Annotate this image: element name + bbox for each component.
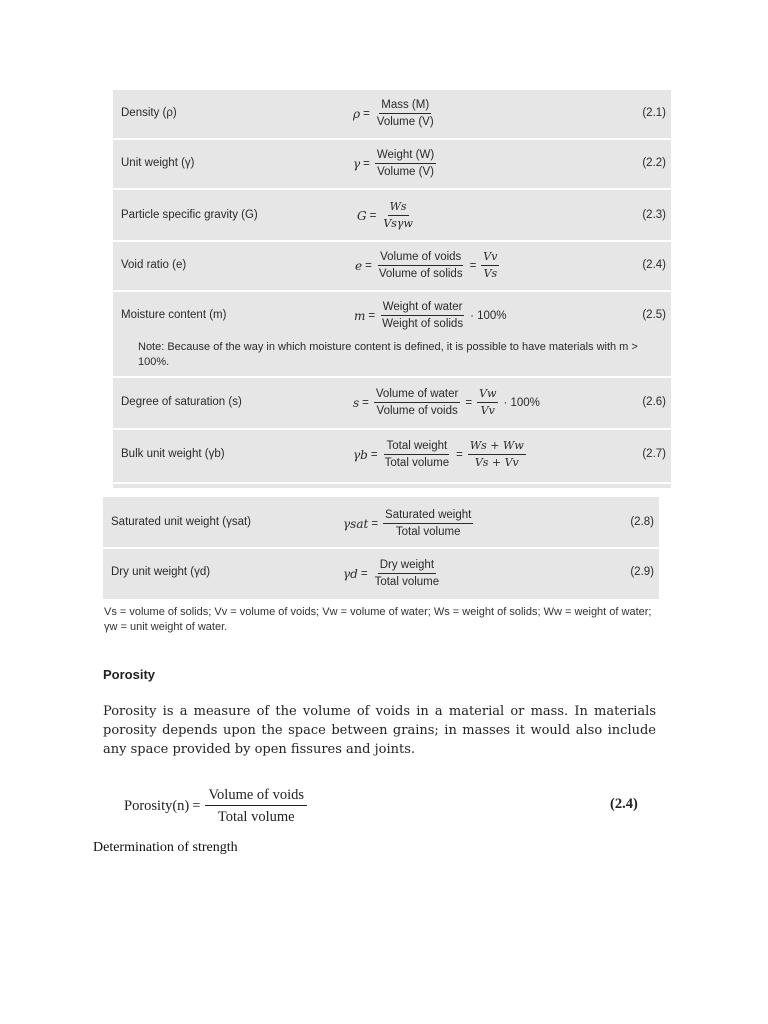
property-label: Dry unit weight (γd) bbox=[111, 566, 211, 578]
table-row bbox=[113, 90, 671, 138]
equation-number: (2.7) bbox=[642, 448, 666, 460]
formula: s = $\frac{\text{Volume of water}}{\text{Volume of voids}}$ = $\frac{Vw}{Vv}$ · 100% bbox=[353, 387, 540, 417]
formula: G = $\frac{Ws}{\text{Vsγw}}$ bbox=[357, 200, 413, 230]
paragraph: Porosity is a measure of the volume of voids in a material or mass. In materials porosity depends upon the space between grains; in masses it would also include any space provided by open fissures and joints. bbox=[103, 704, 656, 757]
equation-number: (2.4) bbox=[610, 796, 638, 812]
porosity-formula: Porosity(n) = $\frac{\text{Volume of voids}}{\text{Total volume}}$ bbox=[124, 786, 309, 826]
fraction: $\frac{\text{Saturated weight}}{\text{Total volume}}$ bbox=[385, 509, 472, 538]
fraction: $\frac{\text{Weight of water}}{\text{Weight of solids}}$ bbox=[382, 301, 464, 330]
section-heading: Porosity bbox=[103, 667, 156, 682]
property-label: Particle specific gravity (G) bbox=[121, 209, 258, 221]
fraction: $\frac{\text{Total weight}}{\text{Total volume}}$ bbox=[384, 440, 450, 469]
fraction: $\frac{Vw}{Vv}$ bbox=[479, 387, 497, 417]
table-row bbox=[113, 430, 671, 480]
trailing-text: Determination of strength bbox=[93, 840, 238, 855]
properties-table bbox=[113, 90, 671, 488]
fraction: $\frac{Ws}{\text{Vsγw}}$ bbox=[383, 200, 413, 230]
equation-number: (2.1) bbox=[642, 107, 666, 119]
property-label: Degree of saturation (s) bbox=[121, 396, 242, 408]
fraction: $\frac{\text{Volume of water}}{\text{Volume of voids}}$ bbox=[375, 388, 459, 417]
property-label: Saturated unit weight (γsat) bbox=[111, 516, 251, 528]
table-row bbox=[103, 497, 659, 547]
table-row bbox=[113, 292, 671, 376]
fraction: $\frac{\text{Volume of voids}}{\text{Total volume}}$ bbox=[205, 786, 307, 826]
table-row bbox=[103, 549, 659, 599]
formula: ρ = $\frac{\text{Mass (M)}}{\text{Volume (V)}}$ bbox=[353, 99, 434, 128]
equation-number: (2.5) bbox=[642, 309, 666, 321]
fraction: $\frac{Ws + Ww}{Vs + Vv}$ bbox=[469, 439, 524, 469]
equation-number: (2.2) bbox=[642, 157, 666, 169]
formula: γd = $\frac{\text{Dry weight}}{\text{Total volume}}$ bbox=[343, 559, 440, 588]
formula: γ = $\frac{\text{Weight (W)}}{\text{Volume (V)}}$ bbox=[353, 149, 435, 178]
table-row bbox=[113, 242, 671, 290]
property-label: Unit weight (γ) bbox=[121, 157, 195, 169]
equation-number: (2.4) bbox=[642, 259, 666, 271]
fraction: $\frac{Vv}{Vs}$ bbox=[483, 250, 498, 280]
property-label: Moisture content (m) bbox=[121, 309, 227, 321]
fraction: $\frac{\text{Mass (M)}}{\text{Volume (V)}}$ bbox=[376, 99, 434, 128]
table-row bbox=[113, 140, 671, 188]
table-note: Note: Because of the way in which moisture content is defined, it is possible to have materials with m > 100%. bbox=[138, 341, 638, 368]
equation-number: (2.6) bbox=[642, 396, 666, 408]
equation-number: (2.3) bbox=[642, 209, 666, 221]
fraction: $\frac{\text{Dry weight}}{\text{Total volume}}$ bbox=[374, 559, 440, 588]
formula: m = $\frac{\text{Weight of water}}{\text{Weight of solids}}$ · 100% bbox=[354, 301, 507, 330]
fraction: $\frac{\text{Weight (W)}}{\text{Volume (V)}}$ bbox=[376, 149, 435, 178]
equation-number: (2.8) bbox=[630, 516, 654, 528]
fraction: $\frac{\text{Volume of voids}}{\text{Volume of solids}}$ bbox=[378, 251, 463, 280]
property-label: Bulk unit weight (γb) bbox=[121, 448, 225, 460]
table-row bbox=[113, 378, 671, 428]
property-label: Void ratio (e) bbox=[121, 259, 187, 271]
symbol-legend: Vs = volume of solids; Vv = volume of voids; Vw = volume of water; Ws = weight of solids; Ww = weight of water; γw = unit weight of water. bbox=[104, 606, 652, 633]
property-label: Density (ρ) bbox=[121, 107, 177, 119]
table-row bbox=[113, 190, 671, 240]
unit-weight-table bbox=[103, 497, 659, 599]
formula: e = $\frac{\text{Volume of voids}}{\text{Volume of solids}}$ = $\frac{Vv}{Vs}$ bbox=[355, 250, 498, 280]
equation-number: (2.9) bbox=[630, 566, 654, 578]
formula: γsat = $\frac{\text{Saturated weight}}{\text{Total volume}}$ bbox=[343, 509, 472, 538]
formula: γb = $\frac{\text{Total weight}}{\text{Total volume}}$ = $\frac{Ws + Ww}{Vs + Vv}$ bbox=[353, 439, 524, 469]
